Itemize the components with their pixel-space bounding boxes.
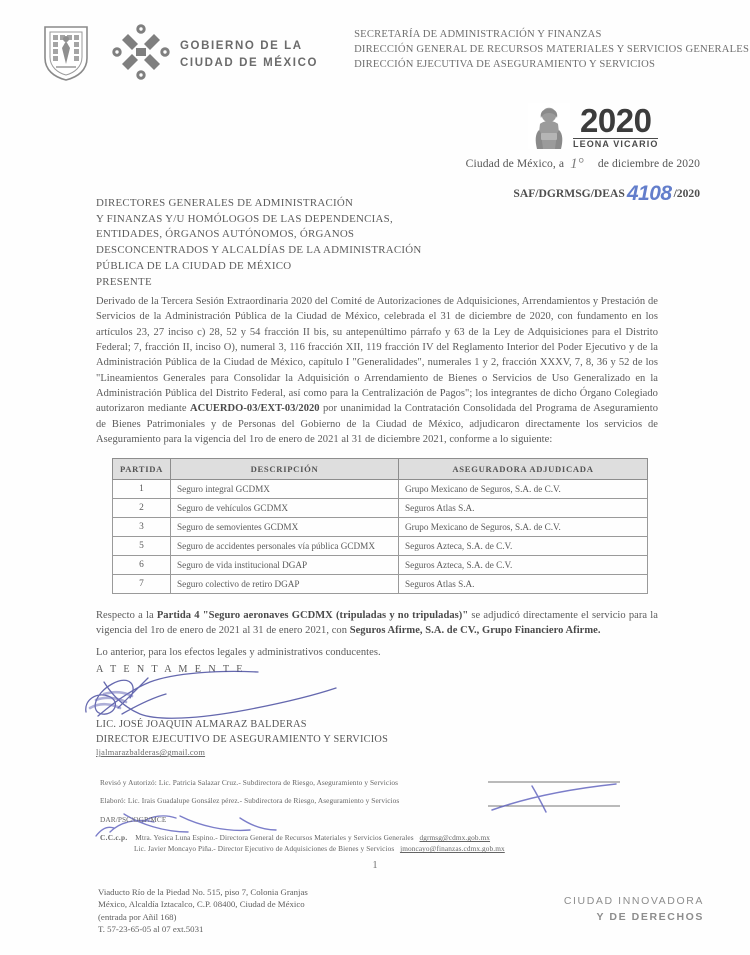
ccp-recipient-text: Lic. Javier Moncayo Piña.- Director Ejecutivo de Adquisiciones de Bienes y Servicios (134, 844, 395, 854)
cell-descripcion: Seguro de accidentes personales vía pública GCDMX (171, 537, 399, 556)
table-row (113, 499, 648, 518)
cell-partida: 2 (113, 499, 171, 518)
cell-descripcion: Seguro de vehículos GCDMX (171, 499, 399, 518)
document-header (0, 24, 750, 82)
cell-aseguradora: Seguros Azteca, S.A. de C.V. (399, 556, 648, 575)
government-title (180, 24, 318, 71)
table-row (113, 480, 648, 499)
footer-slogan (498, 893, 704, 926)
slogan-line-2: Y DE DERECHOS (596, 911, 704, 924)
afirme-insurer-reference: Seguros Afirme, S.A. de CV., Grupo Financiero Afirme. (349, 625, 601, 637)
table-header-row (113, 459, 648, 480)
signer-name: LIC. JOSÉ JOAQUIN ALMARAZ BALDERAS (96, 719, 307, 730)
column-header-partida: PARTIDA (113, 459, 171, 480)
cell-partida: 7 (113, 575, 171, 594)
table-row (113, 556, 648, 575)
cell-partida: 1 (113, 480, 171, 499)
cell-aseguradora: Seguros Atlas S.A. (399, 499, 648, 518)
footer-notes (100, 778, 620, 855)
slogan-line-1: CIUDAD INNOVADORA (563, 895, 704, 907)
cell-aseguradora: Seguros Atlas S.A. (399, 575, 648, 594)
addressee-line: Y FINANZAS Y/U HOMÓLOGOS DE LAS DEPENDENCIAS, (96, 212, 393, 225)
addressee-block (96, 196, 422, 290)
gobierno-line-1: GOBIERNO DE LA (180, 40, 303, 52)
cell-aseguradora: Grupo Mexicano de Seguros, S.A. de C.V. (399, 518, 648, 537)
acuerdo-reference: ACUERDO-03/EXT-03/2020 (189, 403, 320, 415)
emblem-subtitle: LEONA VICARIO (573, 138, 659, 149)
cell-aseguradora: Seguros Azteca, S.A. de C.V. (399, 537, 648, 556)
ccp-recipient-email[interactable]: dgrmsg@cdmx.gob.mx (419, 833, 491, 843)
dept-line-3: DIRECCIÓN EJECUTIVA DE ASEGURAMIENTO Y SERVICIOS (354, 59, 656, 71)
paragraph2-part-a: Respecto a la (96, 610, 157, 621)
table-row (113, 575, 648, 594)
note-internal-code: DAR/PSC/OGP/MCE (100, 814, 167, 824)
cell-descripcion: Seguro colectivo de retiro DGAP (171, 575, 399, 594)
dateline-prefix: Ciudad de México, a (465, 157, 565, 170)
addressee-line: PÚBLICA DE LA CIUDAD DE MÉXICO (96, 259, 292, 272)
address-line-1: Viaducto Río de la Piedad No. 515, piso 7, Colonia Granjas (98, 887, 308, 897)
table-row (113, 537, 648, 556)
dateline (0, 155, 700, 172)
awarded-insurers-table (112, 458, 648, 594)
page-number: 1 (372, 860, 378, 871)
handwritten-folio-number: 4108 (626, 182, 672, 205)
signer-email[interactable]: ljalmarazbalderas@gmail.com (96, 748, 206, 758)
signature-block (96, 718, 388, 759)
signer-title: DIRECTOR EJECUTIVO DE ASEGURAMIENTO Y SERVICIOS (96, 733, 389, 745)
leona-vicario-figure-icon (528, 103, 570, 149)
ccp-recipient-text: Mtra. Yesica Luna Espino.- Directora General de Recursos Materiales y Servicios Generales (135, 833, 414, 843)
cell-descripcion: Seguro de vida institucional DGAP (171, 556, 399, 575)
dept-line-1: SECRETARÍA DE ADMINISTRACIÓN Y FINANZAS (354, 29, 602, 40)
addressee-line: ENTIDADES, ÓRGANOS AUTÓNOMOS, ÓRGANOS (96, 228, 355, 241)
paragraph2-part-b: se adjudicó directamente el servicio para la vigencia del 1ro de enero de 2021 al 31 de enero 2021, con (96, 610, 658, 637)
department-heading (354, 24, 749, 72)
partida-4-reference: Partida 4 "Seguro aeronaves GCDMX (tripuladas y no tripuladas)" (156, 610, 469, 621)
note-revisado: Revisó y Autorizó: Lic. Patricia Salazar Cruz.- Subdirectora de Riesgo, Aseguramiento y Servicios (100, 778, 399, 787)
addressee-line: DIRECTORES GENERALES DE ADMINISTRACIÓN (96, 197, 354, 209)
cell-descripcion: Seguro integral GCDMX (171, 480, 399, 499)
dept-line-2: DIRECCIÓN GENERAL DE RECURSOS MATERIALES Y SERVICIOS GENERALES (354, 44, 750, 56)
paragraph1-part-b: por unanimidad la Contratación Consolidada del Programa de Aseguramiento de Bienes Patrimoniales y de Personas del Gobierno de la Ciudad de México, adjudicaron directamente los servicios de Aseguramiento para la vigencia del 1ro de enero de 2021 al 31 de diciembre 2021, conforme a lo siguiente: (96, 403, 658, 445)
body-paragraph-1 (96, 294, 658, 447)
address-line-2: México, Alcaldía Iztacalco, C.P. 08400, Ciudad de México (98, 899, 305, 910)
table (112, 458, 648, 594)
cdmx-coat-of-arms-icon (42, 24, 90, 82)
ccp-label: C.C.c.p. (100, 833, 128, 843)
cell-partida: 3 (113, 518, 171, 537)
atentamente-label: A T E N T A M E N T E (96, 664, 245, 675)
dateline-suffix: de diciembre de 2020 (597, 157, 700, 170)
note-ccp-block (100, 833, 620, 855)
leona-vicario-emblem (528, 103, 658, 149)
table-row (113, 518, 648, 537)
cell-descripcion: Seguro de semovientes GCDMX (171, 518, 399, 537)
paragraph1-part-a: Derivado de la Tercera Sesión Extraordinaria 2020 del Comité de Autorizaciones de Adquisiciones, Arrendamientos y Prestación de Servicios de la Administración Pública de la Ciudad de México, celebrada el 31 de diciembre de 2020, con fundamento en los artículos 23, 27 inciso c) 28, 52 y 54 fracción II bis, su antepenúltimo párrafo y 63 de la Ley de Adquisiciones para el Distrito Federal; 7, fracción II, inciso O), numeral 3, 116 fracción XII, 119 fracción IV del Reglamento Interior del Poder Ejecutivo y de la Administración Pública de la Ciudad de México, capítulo I "Generalidades", numerales 1 y 2, fracción XXXV, 7, 8, 36 y 52 de los "Lineamientos Generales para Consolidar la Adquisición o Arrendamiento de Bienes o Servicios de Uso Generalizado en la Administración Pública del Distrito Federal, así como para la Centralización de Pagos"; los integrantes de dicho Órgano Colegiado autorizaron mediante (96, 296, 658, 415)
column-header-aseguradora: ASEGURADORA ADJUDICADA (399, 459, 648, 480)
handwritten-day: 1° (570, 156, 584, 172)
footer-address (98, 886, 336, 936)
address-phone: T. 57-23-65-05 al 07 ext.5031 (98, 924, 204, 935)
ccp-row (100, 844, 620, 855)
folio-prefix: SAF/DGRMSG/DEAS (513, 187, 625, 200)
note-elaborado: Elaboró: Lic. Irais Guadalupe Gonsález pérez.- Subdirectora de Riesgo, Aseguramiento y Servicios (100, 796, 400, 806)
gobierno-line-2: CIUDAD DE MÉXICO (180, 56, 319, 69)
body-paragraph-2 (96, 608, 658, 639)
address-line-3: (entrada por Añil 168) (98, 911, 177, 922)
ccp-row (100, 833, 620, 844)
ccp-recipient-email[interactable]: jmoncayo@finanzas.cdmx.gob.mx (400, 844, 505, 854)
body-paragraph-3: Lo anterior, para los efectos legales y administrativos conducentes. (96, 647, 381, 658)
cell-partida: 6 (113, 556, 171, 575)
column-header-descripcion: DESCRIPCIÓN (171, 459, 399, 480)
emblem-year: 2020 (580, 101, 652, 139)
folio-suffix: /2020 (673, 187, 700, 200)
cdmx-logo-icon (112, 24, 170, 80)
addressee-line: PRESENTE (96, 275, 152, 288)
addressee-line: DESCONCENTRADOS Y ALCALDÍAS DE LA ADMINISTRACIÓN (96, 244, 422, 257)
cell-aseguradora: Grupo Mexicano de Seguros, S.A. de C.V. (399, 480, 648, 499)
cell-partida: 5 (113, 537, 171, 556)
